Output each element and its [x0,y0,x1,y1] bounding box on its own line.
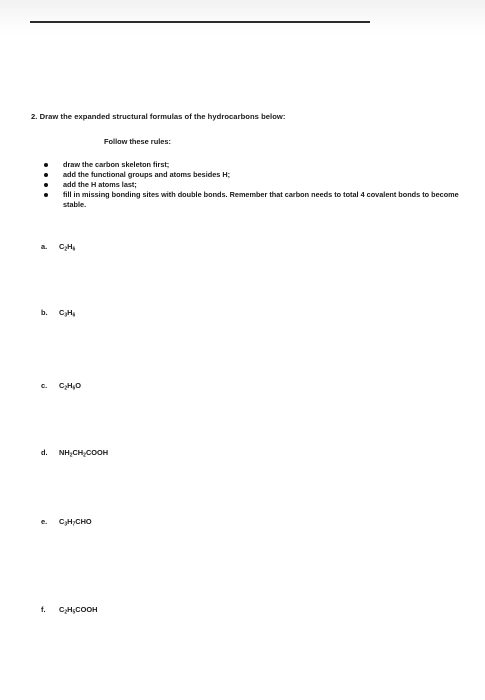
formula-part: C [59,381,65,390]
formula-part: C [59,605,65,614]
formula-subscript: 2 [64,609,68,616]
formula-part: COOH [85,448,109,457]
item-e [41,517,92,526]
formula [59,242,75,251]
item-letter: c. [41,381,48,390]
formula-subscript: 3 [64,521,68,528]
formula-part: H [67,517,73,526]
formula-subscript: 2 [69,452,73,459]
formula-subscript: 2 [64,246,68,253]
formula-subscript: 2 [83,452,86,459]
formula-part: H [67,605,73,614]
rule-text: add the functional groups and atoms besides H; [63,170,231,179]
rule-text: fill in missing bonding sites with double bonds. Remember that carbon needs to total 4 covalent bonds to become stable. [63,190,459,209]
question-heading [31,112,461,121]
formula-part: CHO [75,517,92,526]
item-f [41,605,97,614]
top-divider [30,21,370,23]
item-letter: e. [41,517,48,526]
formula-subscript: 5 [72,609,76,616]
bullet-icon [44,183,48,187]
rule-item [44,180,474,190]
formula-part: C [59,308,65,317]
formula-part: CH [72,448,84,457]
item-letter: f. [41,605,46,614]
formula-subscript: 3 [64,312,68,319]
bullet-icon [44,193,48,197]
formula-part: H [67,242,73,251]
rule-text: add the H atoms last; [63,180,137,189]
item-b [41,308,75,317]
follow-rules-label: Follow these rules: [104,137,171,146]
rules-list [44,160,474,210]
formula [59,605,97,614]
formula-subscript: 7 [72,521,76,528]
item-a [41,242,75,251]
rule-item [44,190,474,210]
item-d [41,448,108,457]
item-letter: d. [41,448,48,457]
item-letter: b. [41,308,48,317]
formula-part: C [59,242,65,251]
formula-subscript: 6 [72,312,76,319]
formula [59,381,81,390]
formula [59,448,108,457]
formula-subscript: 6 [72,246,76,253]
formula-part: COOH [75,605,98,614]
top-shadow [0,0,485,36]
formula-part: C [59,517,65,526]
formula-part: H [67,381,73,390]
rule-text: draw the carbon skeleton first; [63,160,170,169]
bullet-icon [44,163,48,167]
formula-part: O [75,381,81,390]
formula [59,308,75,317]
item-letter: a. [41,242,48,251]
formula-part: NH [59,448,70,457]
formula-part: H [67,308,73,317]
question-number: 2. [31,112,38,121]
formula-subscript: 6 [72,385,76,392]
formula-subscript: 2 [64,385,68,392]
question-text: Draw the expanded structural formulas of the hydrocarbons below: [39,112,286,121]
rule-item [44,160,474,170]
bullet-icon [44,173,48,177]
item-c [41,381,81,390]
formula [59,517,92,526]
rule-item [44,170,474,180]
